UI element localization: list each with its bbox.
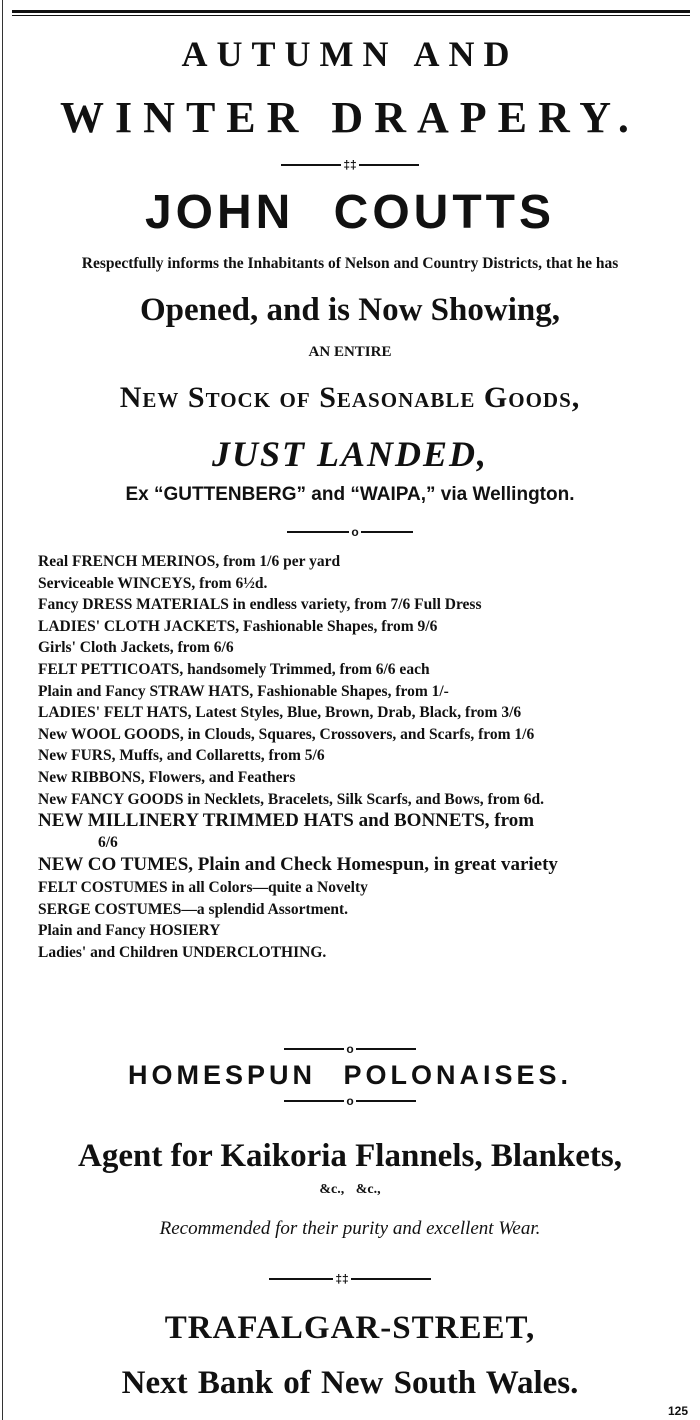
list-item: LADIES' CLOTH JACKETS, Fashionable Shapes, from 9/6 <box>38 617 438 635</box>
small-o-ornament: o <box>346 1042 354 1056</box>
street-heading: TRAFALGAR-STREET, <box>164 1310 536 1346</box>
list-item: New WOOL GOODS, in Clouds, Squares, Crossovers, and Scarfs, from 1/6 <box>38 725 535 743</box>
page-number: 125 <box>667 1404 688 1418</box>
double-dagger-icon: ‡‡ <box>335 1272 349 1286</box>
agent-heading: Agent for Kaikoria Flannels, Blankets, <box>78 1138 622 1174</box>
list-item: Serviceable WINCEYS, from 6½d. <box>38 574 268 592</box>
small-o-ornament: o <box>351 525 359 539</box>
etc-line: &c., &c., <box>319 1182 381 1197</box>
list-item: Plain and Fancy HOSIERY <box>38 922 221 940</box>
list-item: Plain and Fancy STRAW HATS, Fashionable Shapes, from 1/- <box>38 682 449 700</box>
list-item: Ladies' and Children UNDERCLOTHING. <box>38 943 327 961</box>
list-item: New FANCY GOODS in Necklets, Bracelets, Silk Scarfs, and Bows, from 6d. <box>38 790 545 808</box>
double-dagger-icon: ‡‡ <box>343 158 357 172</box>
list-item: SERGE COSTUMES—a splendid Assortment. <box>38 900 349 918</box>
goods-list <box>38 551 698 964</box>
recommended-line: Recommended for their purity and excellent Wear. <box>159 1218 541 1239</box>
opened-showing: Opened, and is Now Showing, <box>140 292 560 328</box>
merchant-name: JOHN COUTTS <box>144 186 555 239</box>
list-item: NEW CO TUMES, Plain and Check Homespun, in great variety <box>38 854 558 876</box>
divider-o-3 <box>0 1094 700 1108</box>
millinery-price: 6/6 <box>98 834 118 852</box>
an-entire: AN ENTIRE <box>308 344 392 360</box>
headline-winter-drapery: WINTER DRAPERY. <box>60 93 640 142</box>
list-item: New RIBBONS, Flowers, and Feathers <box>38 768 296 786</box>
list-item: LADIES' FELT HATS, Latest Styles, Blue, Brown, Drab, Black, from 3/6 <box>38 704 522 722</box>
list-item: FELT PETTICOATS, handsomely Trimmed, from 6/6 each <box>38 660 430 678</box>
list-item: Real FRENCH MERINOS, from 1/6 per yard <box>38 553 341 570</box>
small-o-ornament: o <box>346 1094 354 1108</box>
millinery-line: NEW MILLINERY TRIMMED HATS and BONNETS, from <box>38 810 535 832</box>
intro-text: Respectfully informs the Inhabitants of Nelson and Country Districts, that he has <box>81 255 619 272</box>
just-landed: JUST LANDED, <box>211 434 489 474</box>
list-item: Girls' Cloth Jackets, from 6/6 <box>38 639 234 657</box>
headline-autumn-and: AUTUMN AND <box>181 34 519 74</box>
list-item: New FURS, Muffs, and Collaretts, from 5/6 <box>38 747 325 765</box>
divider-double-dagger-2 <box>0 1272 700 1286</box>
location-line: Next Bank of New South Wales. <box>121 1365 579 1401</box>
polonaises-heading: HOMESPUN POLONAISES. <box>127 1060 573 1090</box>
divider-double-dagger-1 <box>0 158 700 172</box>
list-item-millinery <box>38 810 688 853</box>
ships-line: Ex “GUTTENBERG” and “WAIPA,” via Wellington. <box>125 484 575 505</box>
divider-o-2 <box>0 1042 700 1056</box>
list-item: Fancy DRESS MATERIALS in endless variety, from 7/6 Full Dress <box>38 596 482 614</box>
divider-o-1 <box>0 525 700 539</box>
list-item: FELT COSTUMES in all Colors—quite a Novelty <box>38 879 368 897</box>
top-rule-thin <box>12 15 690 16</box>
top-rule <box>12 10 690 13</box>
new-stock-heading: New Stock of Seasonable Goods, <box>119 381 581 414</box>
